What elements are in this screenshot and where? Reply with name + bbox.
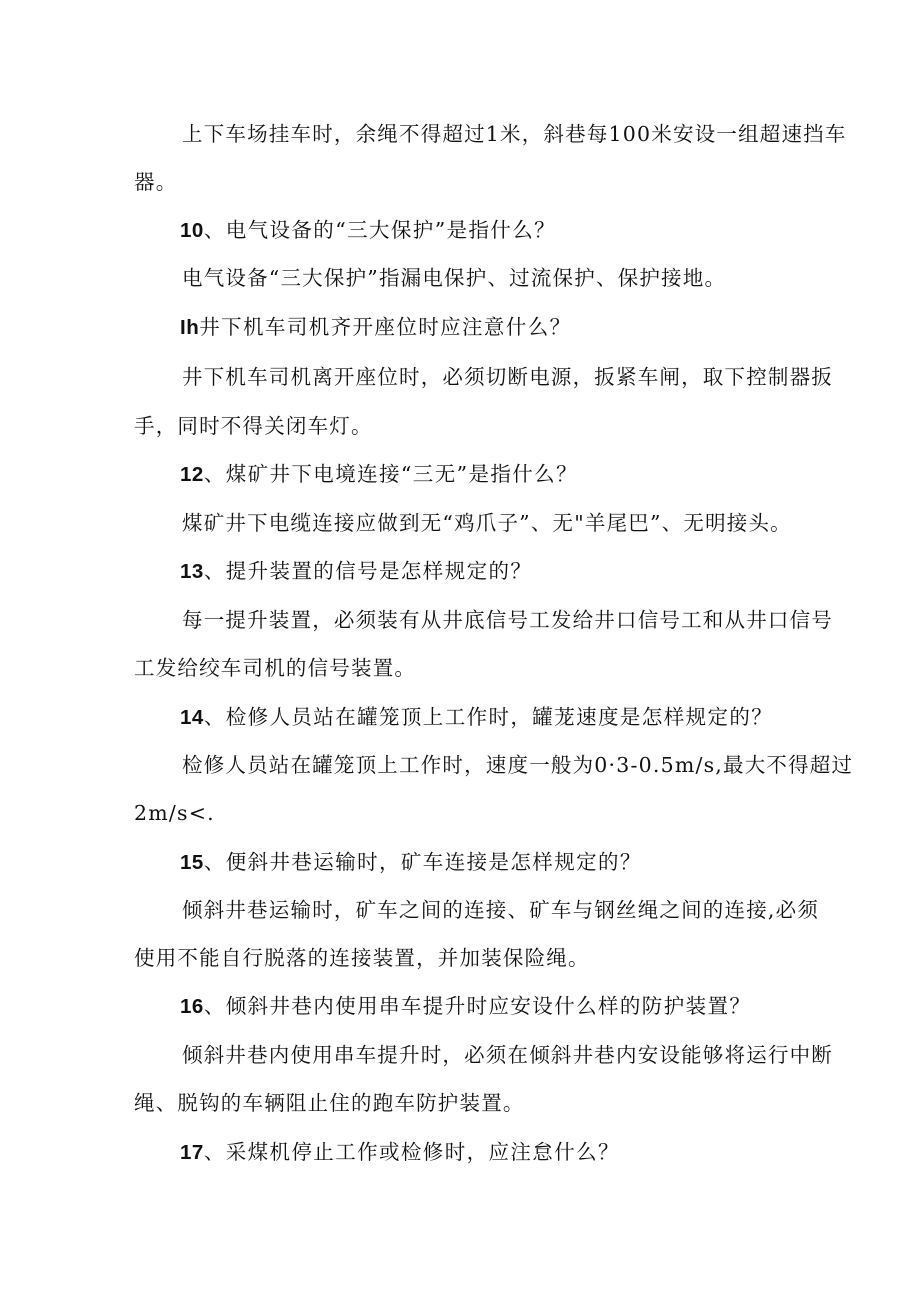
question-number: 12 <box>180 463 204 486</box>
question-16 <box>180 992 751 1021</box>
question-12 <box>180 460 578 489</box>
question-text: 、提升装置的信号是怎样规定的？ <box>203 559 533 583</box>
question-10 <box>180 216 556 245</box>
question-13 <box>180 557 532 586</box>
answer-line: 倾斜井巷内使用串车提升时，必须在倾斜井巷内安设能够将运行中断 <box>182 1043 833 1067</box>
answer-line: 使用不能自行脱落的连接装置，并加装保险绳。 <box>134 946 590 970</box>
answer-line: 2m∕s<. <box>134 801 215 825</box>
paragraph-line: 器。 <box>134 170 178 194</box>
question-text: 、检修人员站在罐笼顶上工作时，罐茏速度是怎样规定的？ <box>203 705 774 729</box>
answer-line: 绳、脱钩的车辆阻止住的跑车防护装置。 <box>134 1091 525 1115</box>
question-14 <box>180 703 773 732</box>
paragraph-line: 上下车场挂车时，余绳不得超过1米，斜巷每100米安设一组超速挡车 <box>182 122 847 146</box>
answer-line: 煤矿井下电缆连接应做到无“鸡爪子”、无"羊尾巴”、无明接头。 <box>182 511 792 535</box>
answer-line: 每一提升装置，必须装有从井底信号工发给井口信号工和从井口信号 <box>182 608 833 632</box>
question-text: 、倾斜井巷内使用串车提升时应安设什么样的防护装置？ <box>203 994 752 1018</box>
question-number: 14 <box>180 706 204 729</box>
answer-line: 检修人员站在罐笼顶上工作时，速度一般为0·3-0.5m∕s,最大不得超过 <box>182 753 854 777</box>
question-number: 17 <box>180 1141 204 1164</box>
question-text: 井下机车司机齐开座位时应注意什么？ <box>199 315 572 339</box>
question-11 <box>180 313 572 342</box>
answer-line: 倾斜井巷运输时，矿车之间的连接、矿车与钢丝绳之间的连接,必须 <box>182 898 820 922</box>
answer-line: 井下机车司机离开座位时，必须切断电源，扳紧车闸，取下控制器扳 <box>182 365 833 389</box>
question-number: 15 <box>180 851 204 874</box>
question-number: 16 <box>180 995 204 1018</box>
question-number: 10 <box>180 219 204 242</box>
question-15 <box>180 848 642 877</box>
question-text: 、煤矿井下电境连接“三无”是指什么？ <box>203 462 578 486</box>
question-number: 13 <box>180 560 204 583</box>
question-text: 、电气设备的“三大保护”是指什么？ <box>203 218 557 242</box>
answer-line: 工发给绞车司机的信号装置。 <box>134 656 417 680</box>
question-text: 、便斜井巷运输时，矿车连接是怎样规定的？ <box>203 850 642 874</box>
question-text: 、采煤机停止工作或检修时，应注怠什么？ <box>203 1140 620 1164</box>
answer-line: 手，同时不得关闭车灯。 <box>134 414 373 438</box>
question-17 <box>180 1138 620 1167</box>
answer-line: 电气设备“三大保护”指漏电保护、过流保护、保护接地。 <box>182 266 727 290</box>
question-number: Ih <box>180 316 200 339</box>
